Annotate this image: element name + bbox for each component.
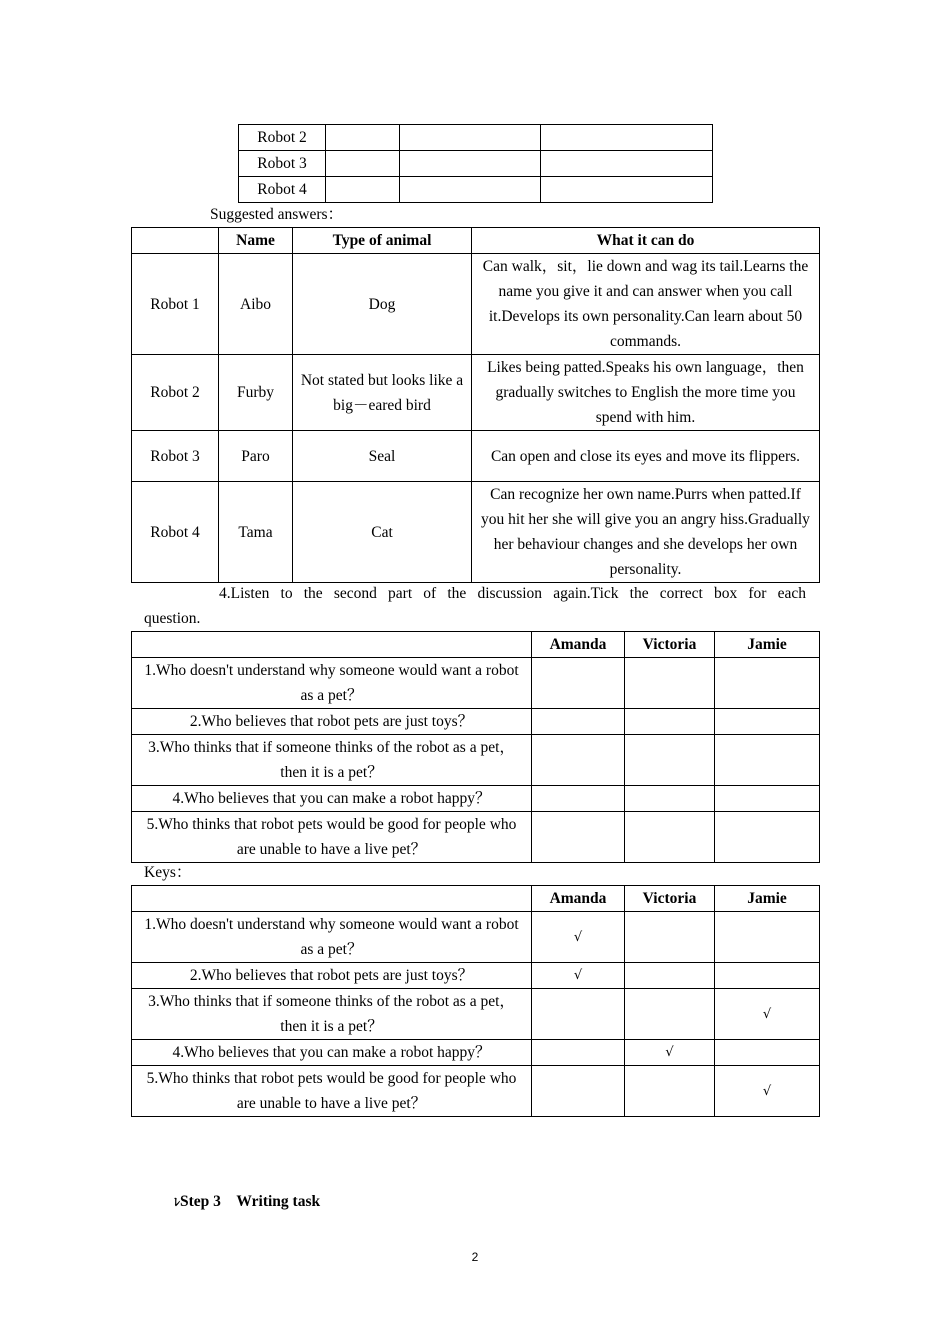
question-text: 2.Who believes that robot pets are just toys？ bbox=[132, 963, 532, 989]
tick-box[interactable] bbox=[532, 735, 625, 786]
instruction-line-1: 4.Listen to the second part of the discussion again.Tick the correct box for each bbox=[219, 585, 806, 602]
table-header-row bbox=[132, 632, 820, 658]
instruction-line-2: question. bbox=[144, 610, 201, 627]
table-row bbox=[132, 1066, 820, 1117]
question-text: 3.Who thinks that if someone thinks of the robot as a pet，then it is a pet？ bbox=[132, 989, 532, 1040]
header-jamie: Jamie bbox=[715, 886, 820, 912]
question-text: 2.Who believes that robot pets are just toys？ bbox=[132, 709, 532, 735]
header-amanda: Amanda bbox=[532, 886, 625, 912]
header-victoria: Victoria bbox=[625, 886, 715, 912]
table-row bbox=[239, 125, 713, 151]
tick-box[interactable] bbox=[715, 786, 820, 812]
tick-box[interactable] bbox=[715, 812, 820, 863]
table-row bbox=[132, 812, 820, 863]
tick-box[interactable] bbox=[625, 735, 715, 786]
table-row bbox=[239, 177, 713, 203]
question-text: 4.Who believes that you can make a robot happy？ bbox=[132, 1040, 532, 1066]
check-mark bbox=[625, 1066, 715, 1117]
table-header-row bbox=[132, 228, 820, 254]
header-can-do: What it can do bbox=[472, 228, 820, 254]
check-mark: √ bbox=[715, 1066, 820, 1117]
check-mark: √ bbox=[532, 912, 625, 963]
check-mark bbox=[532, 989, 625, 1040]
header-name: Name bbox=[219, 228, 293, 254]
question-text: 4.Who believes that you can make a robot happy？ bbox=[132, 786, 532, 812]
step-marker: ﾚ bbox=[174, 1195, 181, 1209]
check-mark bbox=[532, 1040, 625, 1066]
check-mark bbox=[715, 1040, 820, 1066]
tick-box[interactable] bbox=[532, 709, 625, 735]
keys-label: Keys： bbox=[144, 864, 192, 881]
table-row: Robot 3 Paro Seal Can open and close its eyes and move its flippers. bbox=[132, 431, 820, 482]
check-mark bbox=[715, 963, 820, 989]
header-jamie: Jamie bbox=[715, 632, 820, 658]
suggested-answers-label: Suggested answers： bbox=[210, 206, 344, 223]
table-header-row bbox=[132, 886, 820, 912]
header-victoria: Victoria bbox=[625, 632, 715, 658]
check-mark bbox=[532, 1066, 625, 1117]
table-row: Robot 4 Tama Cat Can recognize her own name.Purrs when patted.If you hit her she will give you an angry hiss.Gradually her behaviour changes and she develops her own personality. bbox=[132, 482, 820, 583]
check-mark: √ bbox=[715, 989, 820, 1040]
table-row bbox=[132, 1040, 820, 1066]
check-mark bbox=[625, 989, 715, 1040]
top-table bbox=[238, 124, 713, 203]
table-row bbox=[132, 963, 820, 989]
table-row: Robot 2 Furby Not stated but looks like a big－eared bird Likes being patted.Speaks his own language，then gradually switches to English the more time you spend with him. bbox=[132, 355, 820, 431]
question-text: 3.Who thinks that if someone thinks of the robot as a pet，then it is a pet？ bbox=[132, 735, 532, 786]
table-row bbox=[132, 989, 820, 1040]
tick-box[interactable] bbox=[625, 658, 715, 709]
tick-box[interactable] bbox=[532, 786, 625, 812]
suggested-answers-table bbox=[131, 227, 820, 583]
step-heading bbox=[174, 1189, 320, 1215]
table-row bbox=[132, 709, 820, 735]
row-label: Robot 2 bbox=[239, 125, 326, 151]
check-mark bbox=[625, 912, 715, 963]
question-table bbox=[131, 631, 820, 863]
keys-table bbox=[131, 885, 820, 1117]
tick-box[interactable] bbox=[532, 812, 625, 863]
header-amanda: Amanda bbox=[532, 632, 625, 658]
header-type: Type of animal bbox=[293, 228, 472, 254]
tick-box[interactable] bbox=[625, 812, 715, 863]
tick-box[interactable] bbox=[715, 658, 820, 709]
check-mark bbox=[625, 963, 715, 989]
table-row: Robot 1 Aibo Dog Can walk，sit，lie down and wag its tail.Learns the name you give it and can answer when you call it.Develops its own personality.Can learn about 50 commands. bbox=[132, 254, 820, 355]
tick-box[interactable] bbox=[715, 735, 820, 786]
table-row bbox=[132, 912, 820, 963]
tick-box[interactable] bbox=[625, 786, 715, 812]
table-row bbox=[239, 151, 713, 177]
table-row bbox=[132, 658, 820, 709]
question-text: 5.Who thinks that robot pets would be good for people who are unable to have a live pet？ bbox=[132, 812, 532, 863]
tick-box[interactable] bbox=[625, 709, 715, 735]
table-row bbox=[132, 786, 820, 812]
question-text: 1.Who doesn't understand why someone would want a robot as a pet？ bbox=[132, 658, 532, 709]
check-mark bbox=[715, 912, 820, 963]
step-title: Step 3 Writing task bbox=[180, 1193, 321, 1210]
check-mark: √ bbox=[532, 963, 625, 989]
tick-box[interactable] bbox=[715, 709, 820, 735]
question-text: 5.Who thinks that robot pets would be good for people who are unable to have a live pet？ bbox=[132, 1066, 532, 1117]
page-number: 2 bbox=[471, 1250, 479, 1264]
question-text: 1.Who doesn't understand why someone would want a robot as a pet？ bbox=[132, 912, 532, 963]
check-mark: √ bbox=[625, 1040, 715, 1066]
tick-box[interactable] bbox=[532, 658, 625, 709]
row-label: Robot 4 bbox=[239, 177, 326, 203]
table-row bbox=[132, 735, 820, 786]
row-label: Robot 3 bbox=[239, 151, 326, 177]
